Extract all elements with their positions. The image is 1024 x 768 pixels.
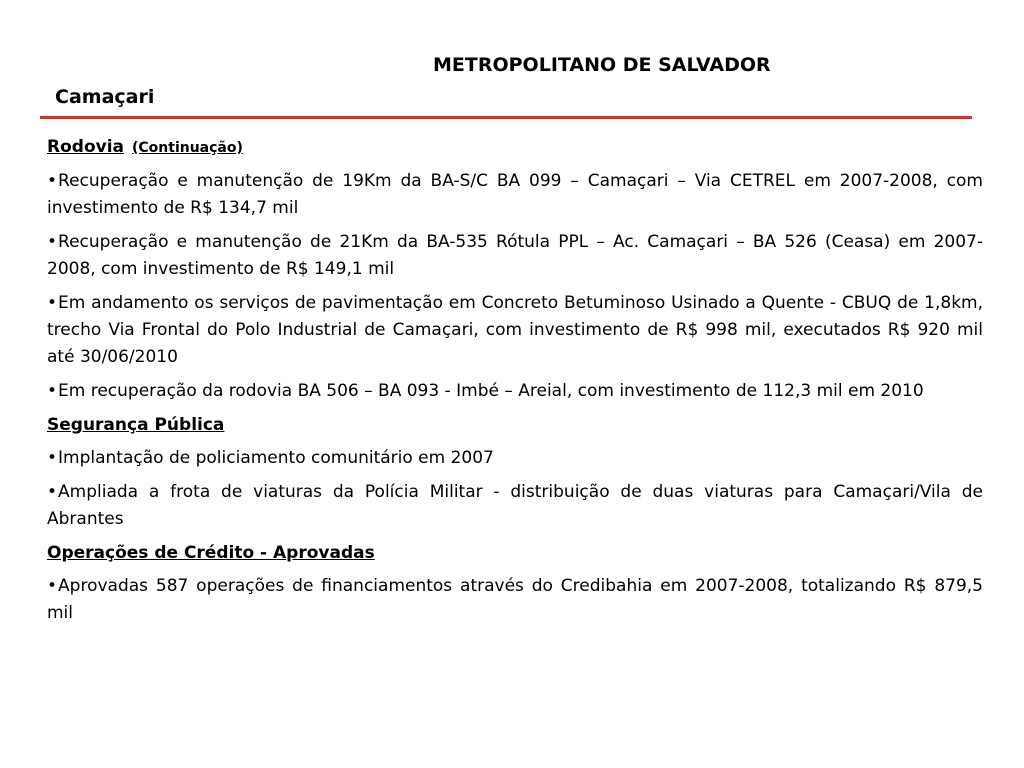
list-item (47, 229, 983, 283)
bullet-icon: • (47, 381, 58, 401)
bullet-icon: • (47, 448, 58, 468)
list-item-text: Aprovadas 587 operações de financiamentos através do Credibahia em 2007-2008, totalizando R$ 879,5 mil (47, 576, 983, 623)
list-item-text: Em recuperação da rodovia BA 506 – BA 093 - Imbé – Areial, com investimento de 112,3 mil em 2010 (58, 381, 924, 401)
list-item-text: Recuperação e manutenção de 19Km da BA-S/C BA 099 – Camaçari – Via CETREL em 2007-2008, com investimento de R$ 134,7 mil (47, 171, 983, 218)
section-heading-label: Rodovia (47, 137, 124, 157)
bullet-icon: • (47, 576, 58, 596)
list-item (47, 378, 983, 405)
section-heading-rodovia (47, 134, 983, 162)
section-heading-note: (Continuação) (132, 140, 243, 156)
slide-subtitle: Camaçari (55, 86, 155, 108)
bullet-icon: • (47, 482, 58, 502)
list-item-text: Implantação de policiamento comunitário em 2007 (58, 448, 494, 468)
list-item-text: Recuperação e manutenção de 21Km da BA-535 Rótula PPL – Ac. Camaçari – BA 526 (Ceasa) em 2007-2008, com investimento de R$ 149,1 mil (47, 232, 983, 279)
list-item (47, 168, 983, 222)
bullet-icon: • (47, 232, 58, 252)
list-item (47, 479, 983, 533)
list-item (47, 573, 983, 627)
slide-body (47, 134, 983, 634)
bullet-icon: • (47, 171, 58, 191)
slide-title: METROPOLITANO DE SALVADOR (433, 54, 771, 76)
list-item (47, 290, 983, 371)
list-item-text: Em andamento os serviços de pavimentação em Concreto Betuminoso Usinado a Quente - CBUQ de 1,8km, trecho Via Frontal do Polo Industrial de Camaçari, com investimento de R$ 998 mil, executados R$ 920 mil até 30/06/2010 (47, 293, 983, 367)
list-item-text: Ampliada a frota de viaturas da Polícia Militar - distribuição de duas viaturas para Camaçari/Vila de Abrantes (47, 482, 983, 529)
section-heading-credito: Operações de Crédito - Aprovadas (47, 543, 375, 563)
section-heading-seguranca: Segurança Pública (47, 415, 225, 435)
bullet-icon: • (47, 293, 58, 313)
header-divider (40, 116, 972, 119)
list-item (47, 445, 983, 472)
